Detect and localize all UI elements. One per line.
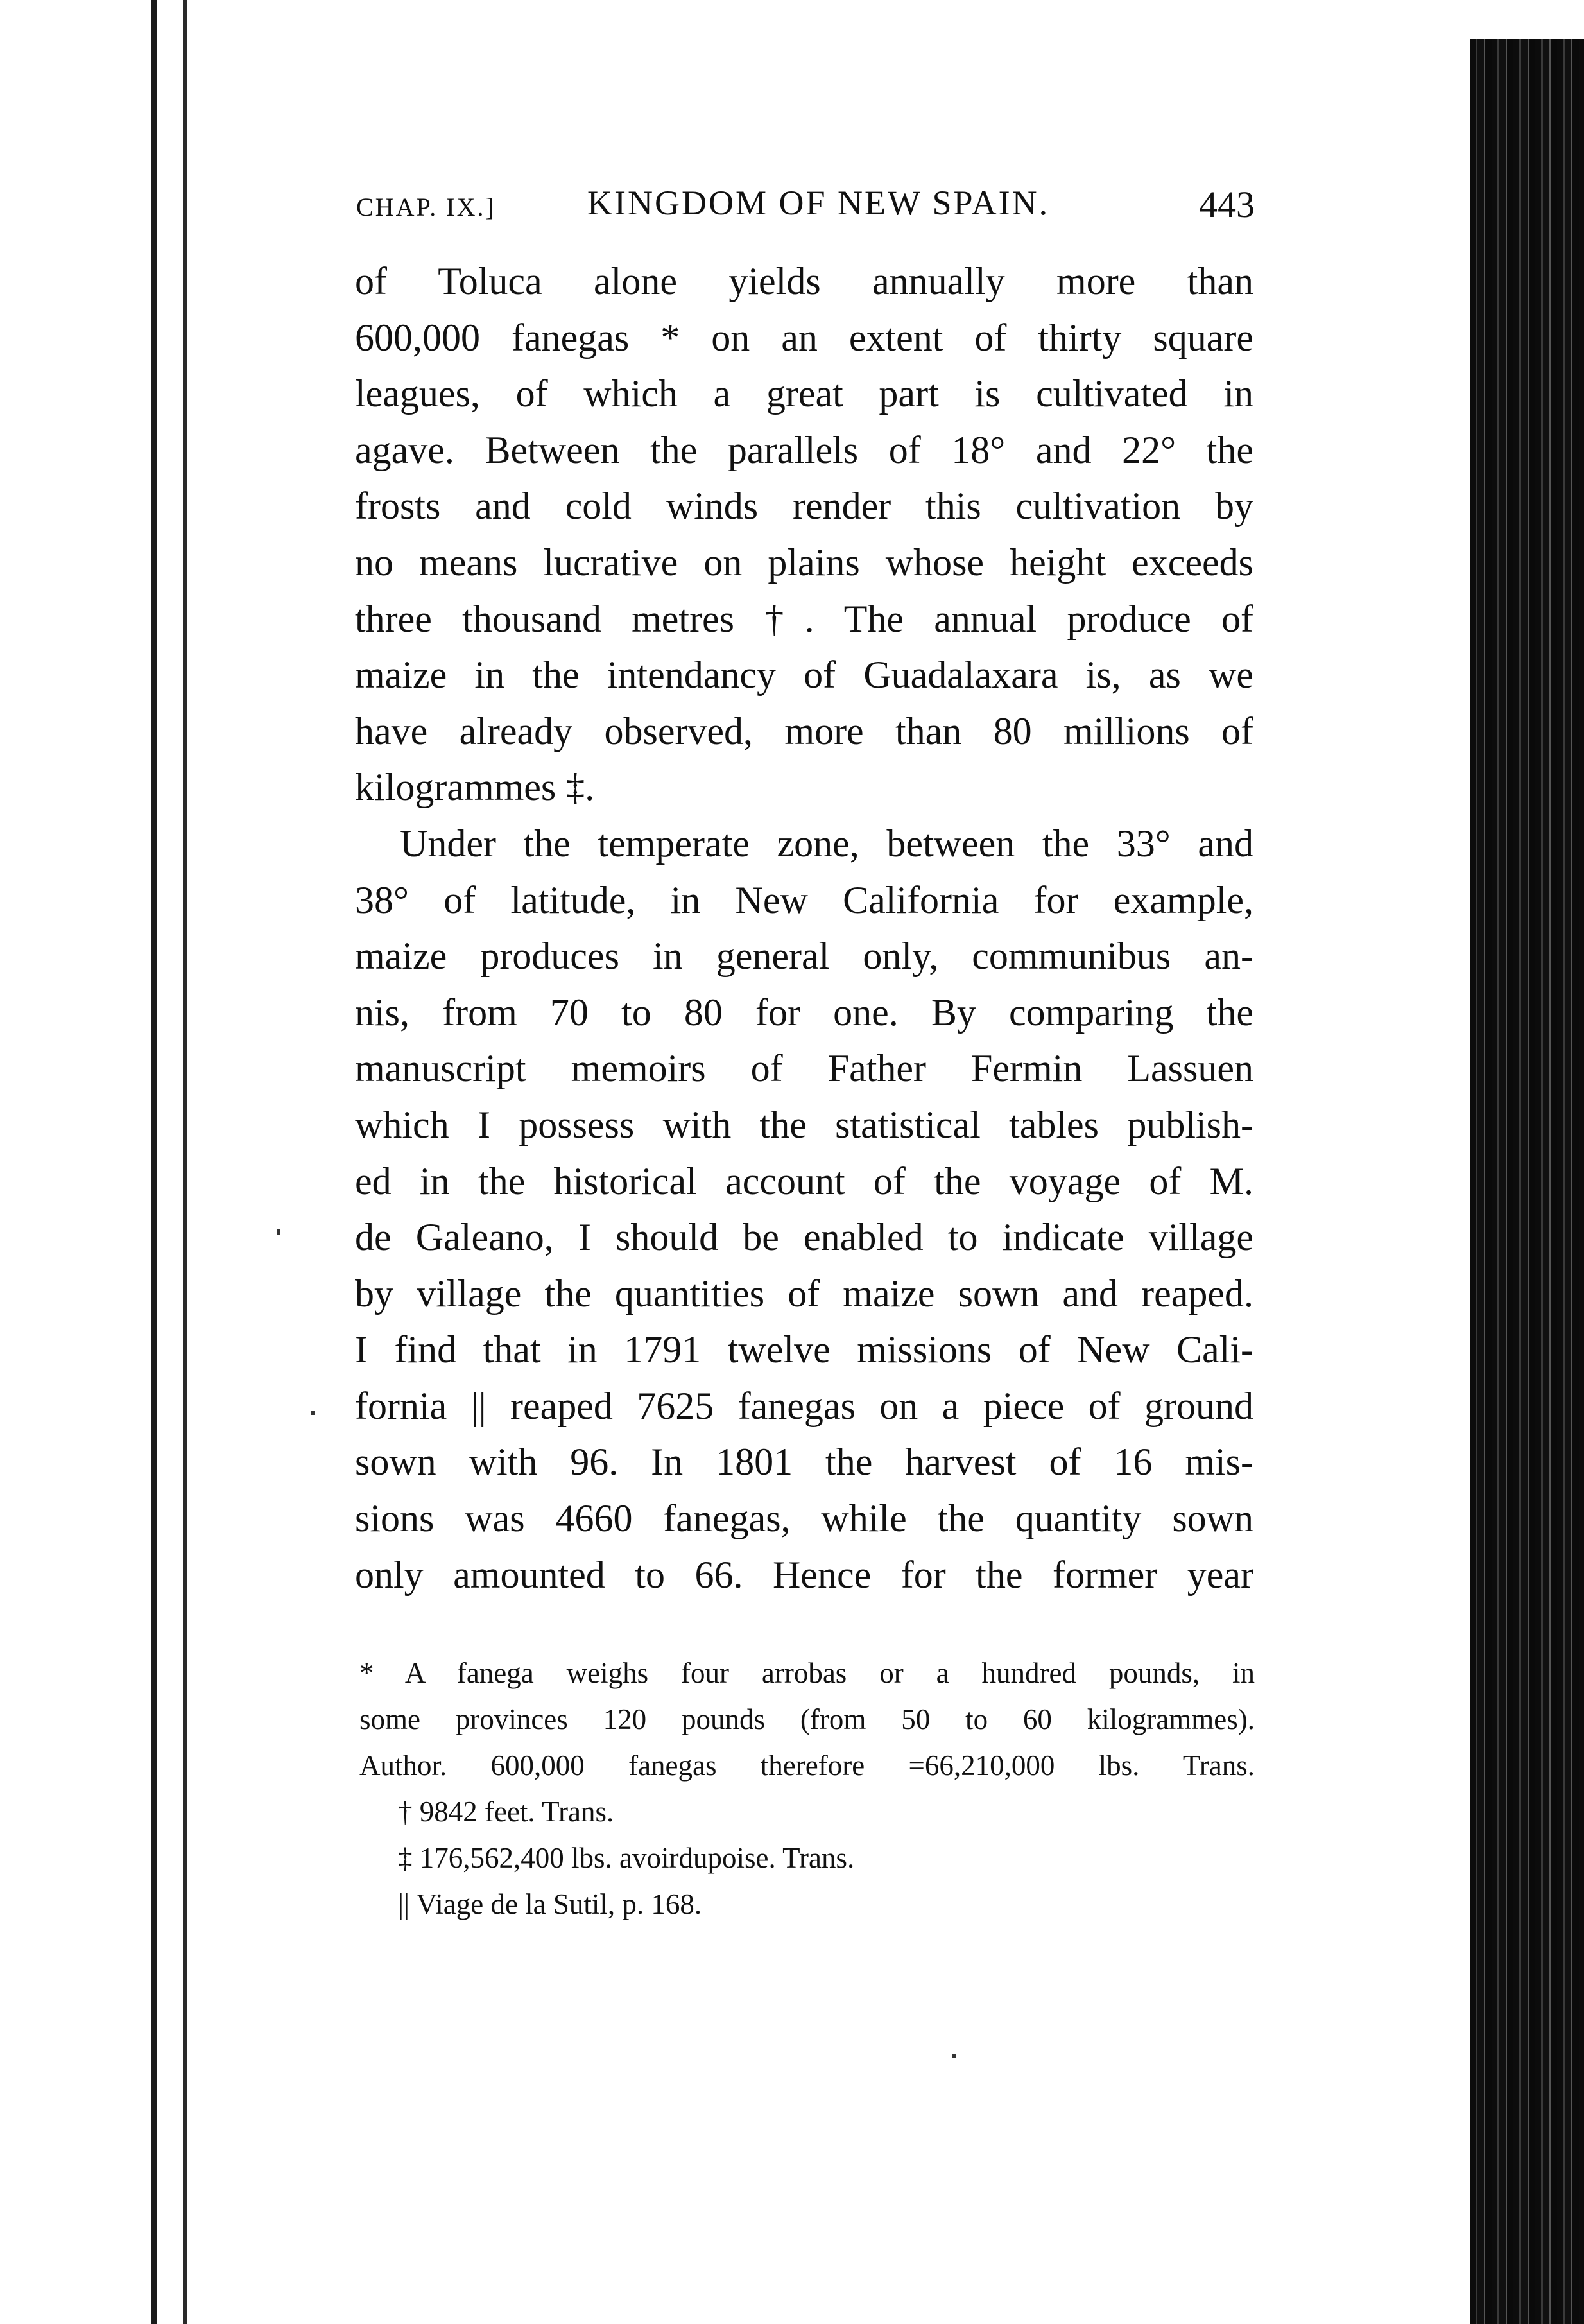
running-head [356,183,1255,234]
book-edge-top [1470,0,1584,39]
text-line: nis, from 70 to 80 for one. By comparing the [355,991,1253,1034]
text-line: 600,000 fanegas * on an extent of thirty square [355,316,1253,359]
facing-page-edge [0,0,157,2324]
footnote-line: some provinces 120 pounds (from 50 to 60 kilogrammes). [359,1703,1255,1735]
footnote-line: || Viage de la Sutil, p. 168. [398,1888,702,1920]
text-line: 38° of latitude, in New California for example, [355,878,1253,921]
running-title: KINGDOM OF NEW SPAIN. [587,184,1050,222]
chapter-reference: CHAP. IX.] [356,193,496,221]
gutter [157,0,183,2324]
footnotes [359,1650,1255,1927]
text-line: which I possess with the statistical tables publish- [355,1103,1253,1146]
text-line: de Galeano, I should be enabled to indicate village [355,1216,1253,1259]
footnote-line: * A fanega weighs four arrobas or a hundred pounds, in [359,1657,1255,1689]
text-line: Under the temperate zone, between the 33° and [400,822,1253,865]
text-line: maize in the intendancy of Guadalaxara is, as we [355,654,1253,697]
text-line: manuscript memoirs of Father Fermin Lassuen [355,1047,1253,1090]
text-line: frosts and cold winds render this cultivation by [355,485,1253,528]
page-number: 443 [1199,184,1255,225]
footnote-line: Author. 600,000 fanegas therefore =66,210,000 lbs. Trans. [359,1749,1255,1782]
text-line: have already observed, more than 80 millions of [355,709,1253,752]
text-line: fornia || reaped 7625 fanegas on a piece of ground [355,1384,1253,1427]
stray-mark [311,1411,315,1415]
text-line: ed in the historical account of the voyage of M. [355,1159,1253,1202]
text-line: of Toluca alone yields annually more than [355,260,1253,302]
text-line: sown with 96. In 1801 the harvest of 16 mis- [355,1441,1253,1484]
stray-mark [277,1229,280,1235]
body-text [355,254,1253,1603]
text-line: sions was 4660 fanegas, while the quantity sown [355,1497,1253,1540]
book-edge [1470,39,1584,2324]
text-line: leagues, of which a great part is cultivated in [355,372,1253,415]
text-line: I find that in 1791 twelve missions of New Cali- [355,1328,1253,1371]
text-line: only amounted to 66. Hence for the former year [355,1553,1253,1596]
stray-mark [952,2054,956,2058]
footnote-line: ‡ 176,562,400 lbs. avoirdupoise. Trans. [398,1842,855,1874]
footnote-line: † 9842 feet. Trans. [398,1796,614,1828]
text-line: by village the quantities of maize sown and reaped. [355,1272,1253,1315]
text-line: no means lucrative on plains whose height exceeds [355,541,1253,584]
text-line: maize produces in general only, communibus an- [355,935,1253,978]
text-line: kilogrammes ‡. [355,766,595,809]
text-line: three thousand metres †. The annual produce of [355,597,1253,640]
text-line: agave. Between the parallels of 18° and 22° the [355,428,1253,471]
